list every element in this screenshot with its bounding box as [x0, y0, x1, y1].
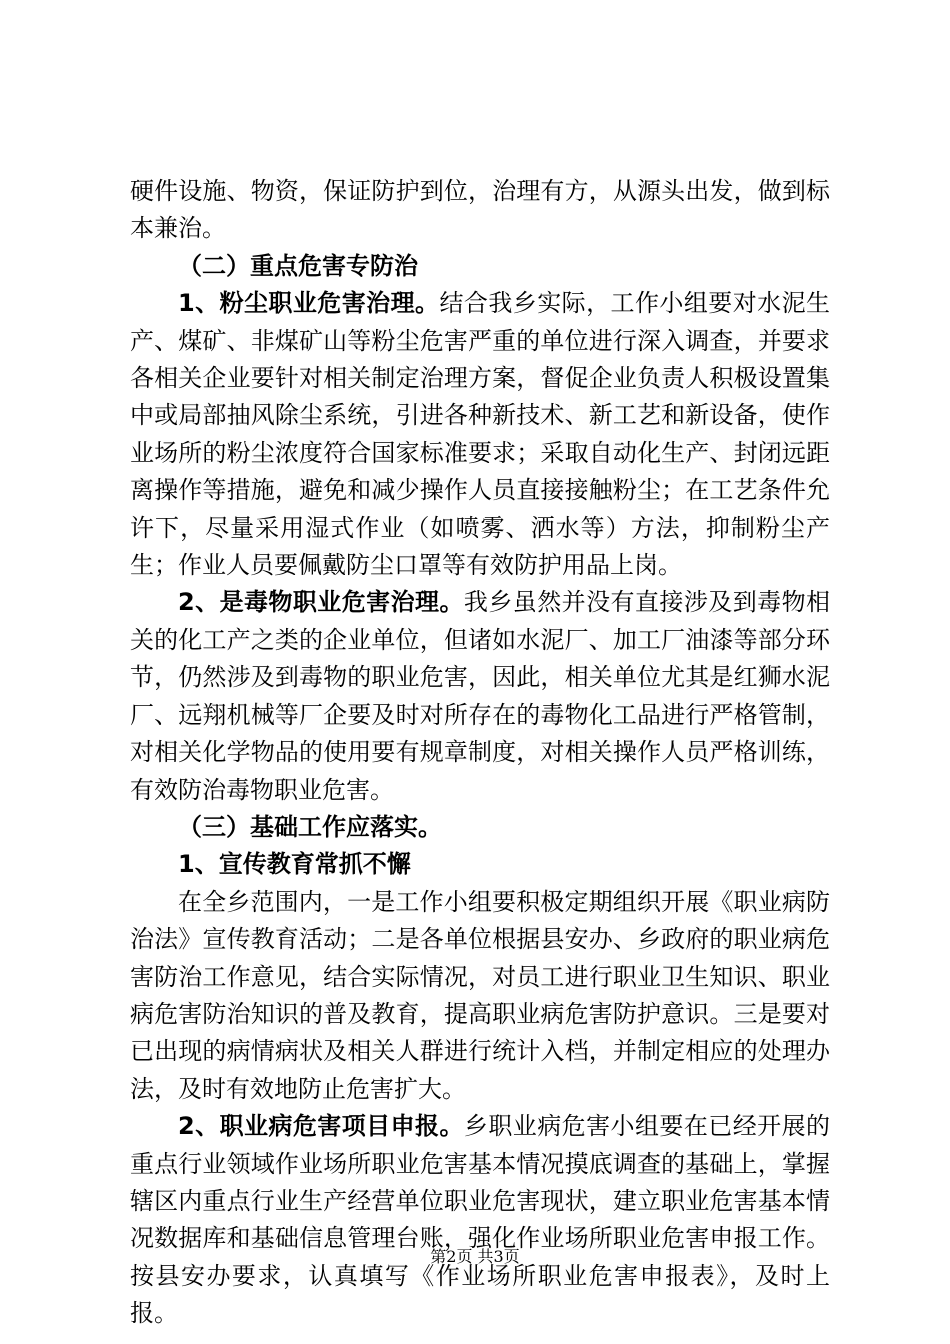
page-footer: 第2页 共3页 — [430, 1247, 520, 1266]
paragraph-publicity: 在全乡范围内，一是工作小组要积极定期组织开展《职业病防治法》宣传教育活动；二是各单位根据县安办、乡政府的职业病危害防治工作意见，结合实际情况，对员工进行职业卫生知识、职业病危害防治知识的普及教育，提高职业病危害防护意识。三是要对已出现的病情病状及相关人群进行统计入档，并制定相应的处理办法，及时有效地防止危害扩大。 — [130, 887, 830, 1103]
paragraph-body-declaration: 乡职业病危害小组要在已经开展的重点行业领域作业场所职业危害基本情况摸底调查的基础上，掌握辖区内重点行业生产经营单位职业危害现状，建立职业危害基本情况数据库和基础信息管理台账，强化作业场所职业危害申报工作。按县安办要求，认真填写《作业场所职业危害申报表》，及时上报。 — [130, 1112, 831, 1328]
paragraph-toxic-hazard — [130, 584, 830, 808]
paragraph-body-toxic: 我乡虽然并没有直接涉及到毒物相关的化工产之类的企业单位，但诸如水泥厂、加工厂油漆等部分环节，仍然涉及到毒物的职业危害，因此，相关单位尤其是红狮水泥厂、远翔机械等厂企要及时对所存在的毒物化工品进行严格管制，对相关化学物品的使用要有规章制度，对相关操作人员严格训练，有效防治毒物职业危害。 — [130, 588, 831, 804]
paragraph-declaration — [130, 1108, 830, 1332]
paragraph-lead-toxic: 2、是毒物职业危害治理。 — [178, 588, 464, 617]
document-body — [130, 173, 830, 1333]
paragraph-body-dust: 结合我乡实际，工作小组要对水泥生产、煤矿、非煤矿山等粉尘危害严重的单位进行深入调查，并要求各相关企业要针对相关制定治理方案，督促企业负责人积极设置集中或局部抽风除尘系统，引进各种新技术、新工艺和新设备，使作业场所的粉尘浓度符合国家标准要求；采取自动化生产、封闭远距离操作等措施，避免和减少操作人员直接接触粉尘；在工艺条件允许下，尽量采用湿式作业（如喷雾、洒水等）方法，抑制粉尘产生；作业人员要佩戴防尘口罩等有效防护用品上岗。 — [130, 289, 831, 580]
paragraph-dust-hazard — [130, 285, 830, 584]
subheading-publicity: 1、宣传教育常抓不懈 — [178, 850, 411, 879]
section-heading-basic-work: （三）基础工作应落实。 — [178, 812, 442, 841]
paragraph-lead-dust: 1、粉尘职业危害治理。 — [178, 289, 440, 318]
section-heading-key-hazards: （二）重点危害专防治 — [178, 251, 418, 280]
paragraph-lead-declaration: 2、职业病危害项目申报。 — [178, 1112, 464, 1141]
paragraph-continuation: 硬件设施、物资，保证防护到位，治理有方，从源头出发，做到标本兼治。 — [130, 177, 830, 243]
